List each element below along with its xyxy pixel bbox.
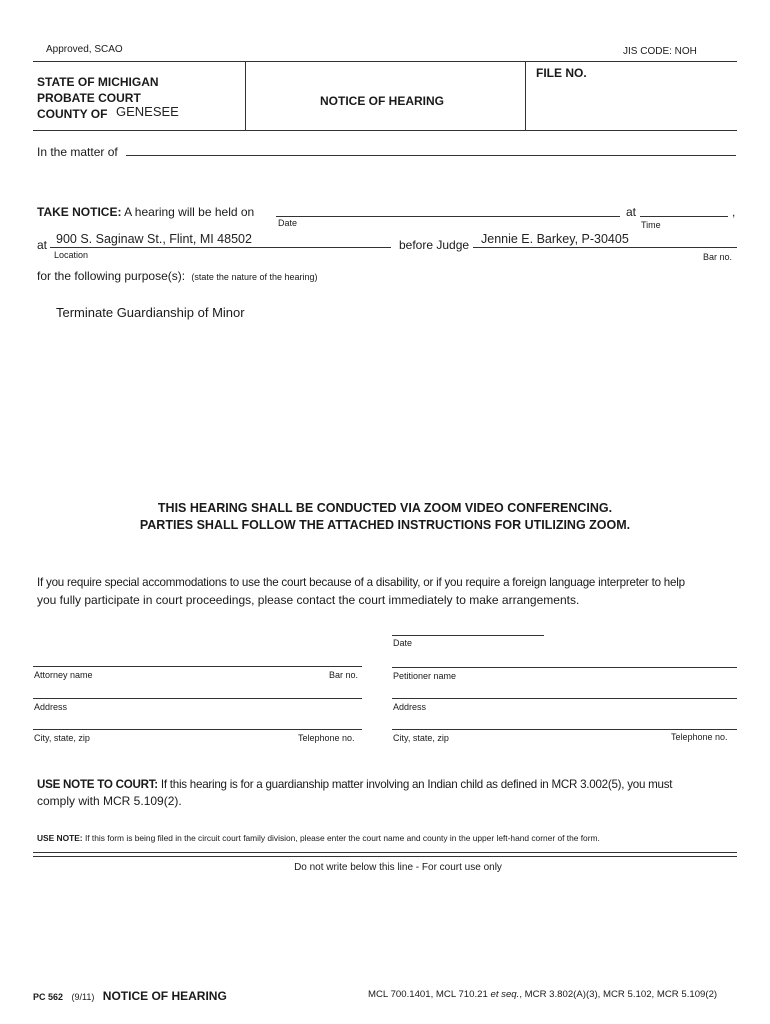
location-field[interactable]: 900 S. Saginaw St., Flint, MI 48502 <box>56 232 252 246</box>
purpose-label: for the following purpose(s): <box>37 269 186 283</box>
footer-title: NOTICE OF HEARING <box>102 989 227 1003</box>
state-label: STATE OF MICHIGAN <box>37 75 159 89</box>
footer-citations <box>368 989 717 1000</box>
city-right-underline <box>392 729 737 730</box>
telephone-left-caption: Telephone no. <box>298 733 355 743</box>
judge-underline <box>473 247 737 248</box>
bar-no-caption: Bar no. <box>703 252 733 262</box>
use-note-court-line1 <box>37 778 672 791</box>
address-left-caption: Address <box>34 702 68 712</box>
time-underline <box>640 216 728 217</box>
accommodation-line1: If you require special accommodations to use the court because of a disability, or if you require a foreign language interpreter to help <box>37 576 685 589</box>
court-label: PROBATE COURT <box>37 91 141 105</box>
sign-date-caption: Date <box>393 638 413 648</box>
address-right-underline <box>392 698 737 699</box>
court-use-only-text: Do not write below this line - For court use only <box>294 862 502 873</box>
time-caption: Time <box>641 220 661 230</box>
footer-left <box>33 987 227 1005</box>
date-caption: Date <box>278 218 298 228</box>
use-note-label: USE NOTE: <box>37 833 83 843</box>
judge-field[interactable]: Jennie E. Barkey, P-30405 <box>481 232 629 246</box>
at-time-label: at <box>626 205 637 219</box>
court-box-top-border <box>33 61 737 62</box>
city-left-caption: City, state, zip <box>34 733 90 743</box>
zoom-notice-line2: PARTIES SHALL FOLLOW THE ATTACHED INSTRUCTIONS FOR UTILIZING ZOOM. <box>139 518 631 532</box>
court-use-rule-bottom <box>33 856 737 857</box>
zoom-notice-line1: THIS HEARING SHALL BE CONDUCTED VIA ZOOM VIDEO CONFERENCING. <box>157 501 613 515</box>
jis-code: JIS CODE: NOH <box>623 46 697 57</box>
take-notice-line <box>37 205 254 219</box>
use-note-court-label: USE NOTE TO COURT: <box>37 778 158 791</box>
county-label: COUNTY OF <box>37 107 108 121</box>
petitioner-underline <box>392 667 737 668</box>
court-box-divider-left <box>245 61 246 130</box>
matter-underline <box>126 155 736 156</box>
telephone-right-caption: Telephone no. <box>671 732 728 742</box>
city-left-underline <box>33 729 362 730</box>
accommodation-line2: you fully participate in court proceedings, please contact the court immediately to make arrangements. <box>37 593 580 607</box>
purpose-hint: (state the nature of the hearing) <box>191 272 318 282</box>
before-judge-label: before Judge <box>399 238 470 252</box>
comma: , <box>732 205 736 219</box>
attorney-name-caption: Attorney name <box>34 670 93 680</box>
hearing-time-field[interactable] <box>642 200 726 215</box>
form-number: PC 562 <box>33 992 64 1002</box>
county-field[interactable]: GENESEE <box>116 104 179 119</box>
court-box-bottom-border <box>33 130 737 131</box>
petitioner-name-caption: Petitioner name <box>393 671 457 681</box>
form-revision: (9/11) <box>71 992 95 1002</box>
use-note-court-text2: comply with MCR 5.109(2). <box>37 794 182 808</box>
date-underline <box>276 216 620 217</box>
use-note-text: If this form is being filed in the circuit court family division, please enter the court name and county in the upper left-hand corner of the form. <box>84 833 600 843</box>
location-caption: Location <box>54 250 89 260</box>
court-box-divider-right <box>525 61 526 130</box>
use-note-line <box>37 833 600 843</box>
court-use-rule-top <box>33 852 737 853</box>
at-location-label: at <box>37 238 48 252</box>
take-notice-label: TAKE NOTICE: <box>37 205 122 219</box>
use-note-court-text1: If this hearing is for a guardianship matter involving an Indian child as defined in MCR 3.002(5), you must <box>160 778 673 791</box>
matter-label: In the matter of <box>37 145 118 159</box>
citations-italic: et seq. <box>490 989 520 1000</box>
location-underline <box>50 247 391 248</box>
approved-text: Approved, SCAO <box>46 44 123 55</box>
city-right-caption: City, state, zip <box>393 733 449 743</box>
file-no-label: FILE NO. <box>536 66 587 80</box>
address-left-underline <box>33 698 362 699</box>
matter-field[interactable] <box>130 140 730 155</box>
take-notice-text: A hearing will be held on <box>124 205 255 219</box>
attorney-bar-caption: Bar no. <box>329 670 359 680</box>
hearing-date-field[interactable] <box>280 200 616 215</box>
address-right-caption: Address <box>393 702 427 712</box>
date-sign-underline <box>392 635 544 636</box>
purpose-field[interactable]: Terminate Guardianship of Minor <box>56 305 245 320</box>
attorney-underline <box>33 666 362 667</box>
citations-part-a: MCL 700.1401, MCL 710.21 <box>368 989 488 1000</box>
file-no-field[interactable] <box>600 64 730 80</box>
form-title: NOTICE OF HEARING <box>320 94 445 108</box>
citations-part-b: , MCR 3.802(A)(3), MCR 5.102, MCR 5.109(2) <box>519 989 718 1000</box>
purpose-line <box>37 269 318 283</box>
